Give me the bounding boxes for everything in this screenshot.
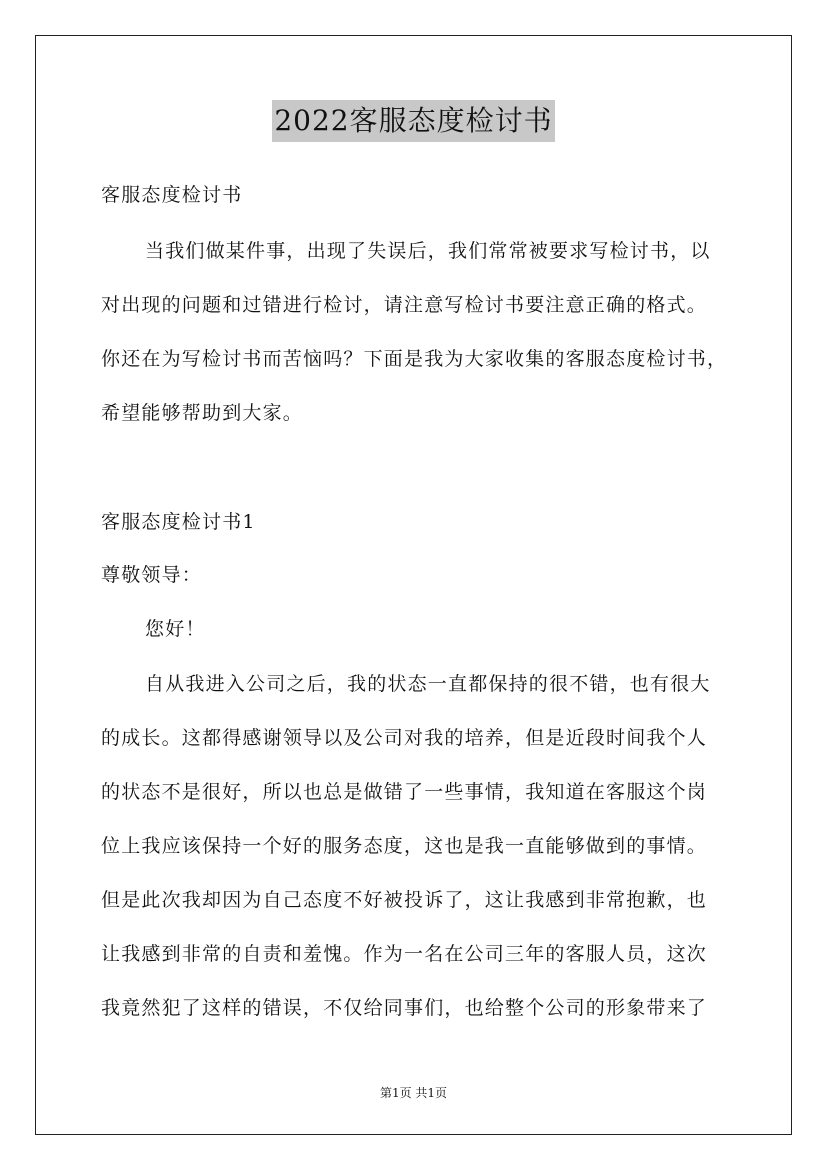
paragraph-line: 位上我应该保持一个好的服务态度，这也是我一直能够做到的事情。: [101, 835, 708, 857]
paragraph-line: 我竟然犯了这样的错误，不仅给同事们，也给整个公司的形象带来了: [101, 997, 708, 1019]
paragraph-line: 希望能够帮助到大家。: [101, 402, 304, 424]
paragraph-line: 的成长。这都得感谢领导以及公司对我的培养，但是近段时间我个人: [101, 727, 708, 749]
greeting: 您好！: [145, 618, 206, 640]
paragraph-line: 你还在为写检讨书而苦恼吗？下面是我为大家收集的客服态度检讨书，: [101, 348, 728, 370]
paragraph-line: 自从我进入公司之后，我的状态一直都保持的很不错，也有很大: [145, 673, 711, 695]
paragraph-line: 让我感到非常的自责和羞愧。作为一名在公司三年的客服人员，这次: [101, 943, 708, 965]
paragraph-line: 当我们做某件事，出现了失误后，我们常常被要求写检讨书，以: [145, 240, 711, 262]
paragraph-line: 但是此次我却因为自己态度不好被投诉了，这让我感到非常抱歉，也: [101, 889, 708, 911]
document-title: 2022客服态度检讨书: [272, 100, 554, 142]
paragraph-line: 的状态不是很好，所以也总是做错了一些事情，我知道在客服这个岗: [101, 781, 708, 803]
page-footer: 第1页 共1页: [379, 1086, 448, 1100]
paragraph-line: 对出现的问题和过错进行检讨，请注意写检讨书要注意正确的格式。: [101, 294, 708, 316]
section-heading-1: 客服态度检讨书1: [101, 511, 256, 533]
title-area: [0, 100, 827, 142]
section-heading: 客服态度检讨书: [101, 184, 243, 206]
salutation: 尊敬领导：: [101, 564, 203, 586]
